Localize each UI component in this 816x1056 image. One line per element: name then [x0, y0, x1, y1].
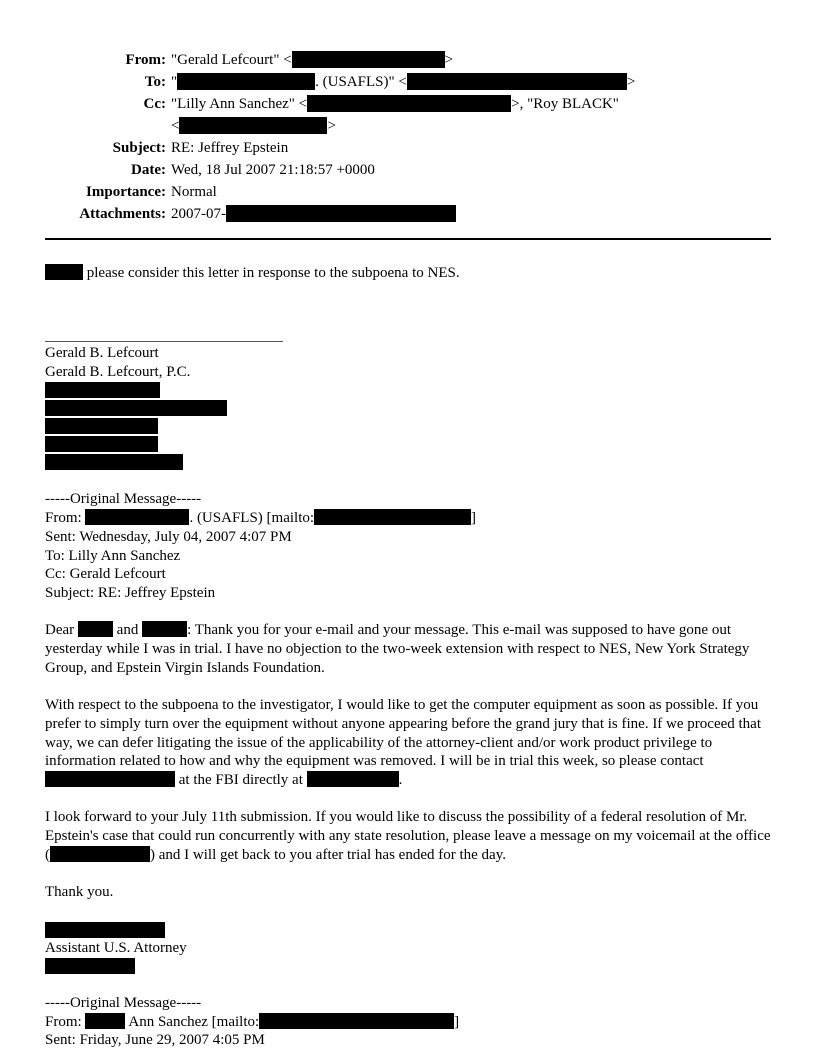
to-text-pre: "	[171, 74, 178, 90]
header-row-date	[45, 159, 771, 181]
paragraph-1-text: : Thank you for your e-mail and your message. This e-mail was supposed to have gone out yesterday while I was in trial. I have no objection to the two-week extension with respect to NES, New York Strategy Group, and Epstein Virgin Islands Foundation.	[45, 622, 750, 676]
intro-text: please consider this letter in response to the subpoena to NES.	[83, 265, 460, 281]
header-label-from: From:	[125, 52, 166, 68]
quoted-from-pre: From:	[45, 1013, 86, 1030]
quoted-sent-line: Sent: Friday, June 29, 2007 4:05 PM	[45, 1032, 265, 1049]
spacer	[45, 283, 772, 302]
redaction-bar	[85, 509, 189, 525]
spacer	[45, 301, 772, 328]
paragraph-1	[45, 621, 772, 677]
spacer	[45, 678, 772, 697]
header-value-from	[166, 49, 453, 71]
redaction-bar	[292, 51, 445, 68]
quoted-from-line	[45, 1013, 772, 1032]
spacer	[45, 902, 772, 921]
to-text-post: >	[626, 74, 636, 90]
quoted-to-line: To: Lilly Ann Sanchez	[45, 547, 181, 564]
redaction-bar	[226, 205, 456, 222]
header-row-importance	[45, 181, 771, 203]
original-message-divider: -----Original Message-----	[45, 994, 202, 1011]
redaction-bar	[179, 117, 327, 134]
spacer	[45, 472, 772, 491]
header-divider	[45, 238, 771, 240]
to-text-mid: . (USAFLS)" <	[315, 74, 407, 90]
quoted-from-post: ]	[454, 1013, 460, 1030]
signature-name: Gerald B. Lefcourt	[45, 345, 159, 362]
cc-text-mid: >, "Roy BLACK"	[511, 96, 619, 112]
spacer	[45, 975, 772, 994]
redaction-bar	[259, 1013, 454, 1029]
cc-text-pre: "Lilly Ann Sanchez" <	[171, 96, 308, 112]
quoted-cc-line: Cc: Gerald Lefcourt	[45, 566, 166, 583]
paragraph-2-text: .	[398, 772, 403, 788]
paragraph-2-text: With respect to the subpoena to the investigator, I would like to get the computer equipment as soon as possible. If you prefer to simply turn over the equipment without anyone appearing before the grand jury that is fine. If we proceed that way, we can defer litigating the issue of the applicability of the attorney-client and/or work product privilege to information related to how and why the equipment was removed. I will be in trial this week, so please contact	[45, 697, 762, 770]
quoted-message-2	[45, 994, 772, 1050]
redaction-bar	[45, 922, 165, 938]
signature-block-1	[45, 328, 772, 469]
paragraph-3-text: ) and I will get back to you after trial has ended for the day.	[150, 846, 506, 863]
paragraph-2-text: at the FBI directly at	[175, 772, 307, 788]
from-text-pre: "Gerald Lefcourt" <	[171, 52, 292, 68]
quoted-message-1	[45, 490, 772, 974]
header-value-importance: Normal	[171, 184, 217, 200]
redaction-bar	[85, 1013, 125, 1029]
redaction-bar	[45, 958, 135, 974]
redaction-bar	[177, 73, 315, 90]
quoted-from-pre: From:	[45, 510, 86, 527]
email-body	[45, 264, 772, 1050]
quoted-sent-line: Sent: Wednesday, July 04, 2007 4:07 PM	[45, 528, 292, 545]
redaction-bar	[45, 400, 227, 416]
quoted-from-line	[45, 509, 772, 528]
quoted-from-mid: . (USAFLS) [mailto:	[189, 510, 315, 527]
redaction-bar	[307, 771, 399, 787]
header-row-attachments	[45, 203, 771, 225]
paragraph-1-text: Dear	[45, 622, 78, 639]
header-label-attachments: Attachments:	[79, 206, 166, 222]
redaction-bar	[45, 454, 183, 470]
quoted-subject-line: Subject: RE: Jeffrey Epstein	[45, 585, 216, 601]
header-label-cc: Cc:	[143, 96, 166, 112]
redaction-bar	[407, 73, 627, 90]
paragraph-3	[45, 808, 772, 864]
cc-wrap-post: >	[327, 118, 336, 134]
header-value-date: Wed, 18 Jul 2007 21:18:57 +0000	[171, 162, 375, 178]
thank-you-line: Thank you.	[45, 884, 114, 901]
header-row-subject	[45, 137, 771, 159]
header-row-to	[45, 71, 771, 93]
quoted-from-post: ]	[471, 510, 477, 527]
header-value-subject: RE: Jeffrey Epstein	[171, 140, 289, 156]
signature-block-2	[45, 922, 772, 975]
paragraph-1-text: and	[112, 622, 143, 639]
intro-line	[45, 264, 772, 283]
signature-title: Assistant U.S. Attorney	[45, 939, 187, 956]
header-label-date: Date:	[131, 162, 166, 178]
redaction-bar	[142, 621, 187, 637]
header-value-cc	[166, 93, 619, 137]
header-row-from	[45, 49, 771, 71]
spacer	[45, 603, 772, 622]
redaction-bar	[50, 846, 150, 862]
signature-separator	[45, 328, 283, 342]
paragraph-3-text: I look forward to your July 11th submission. If you would like to discuss the possibility of a federal resolution of Mr. Epstein's case that could run concurrently with any state resolution, please leave a message on my voicemail at the office (	[45, 809, 771, 863]
header-label-to: To:	[144, 74, 166, 90]
redaction-bar	[314, 509, 471, 525]
attachments-text-pre: 2007-07-	[171, 206, 226, 222]
header-row-cc	[45, 93, 771, 137]
cc-wrap-pre: <	[171, 118, 180, 134]
header-value-to	[166, 71, 635, 93]
original-message-divider: -----Original Message-----	[45, 491, 202, 508]
signature-firm: Gerald B. Lefcourt, P.C.	[45, 364, 191, 381]
paragraph-2	[45, 696, 772, 790]
email-header	[45, 49, 771, 225]
header-value-attachments	[166, 203, 456, 225]
redaction-bar	[78, 621, 113, 637]
redaction-bar	[45, 771, 175, 787]
redaction-bar	[307, 95, 511, 112]
redaction-bar	[45, 382, 160, 398]
header-label-importance: Importance:	[86, 184, 166, 200]
from-text-post: >	[444, 52, 454, 68]
redaction-bar	[45, 418, 158, 434]
quoted-from-mid: Ann Sanchez [mailto:	[125, 1013, 260, 1030]
redaction-bar	[45, 436, 158, 452]
redaction-bar	[45, 264, 83, 280]
spacer	[45, 790, 772, 809]
header-label-subject: Subject:	[112, 140, 166, 156]
spacer	[45, 865, 772, 884]
